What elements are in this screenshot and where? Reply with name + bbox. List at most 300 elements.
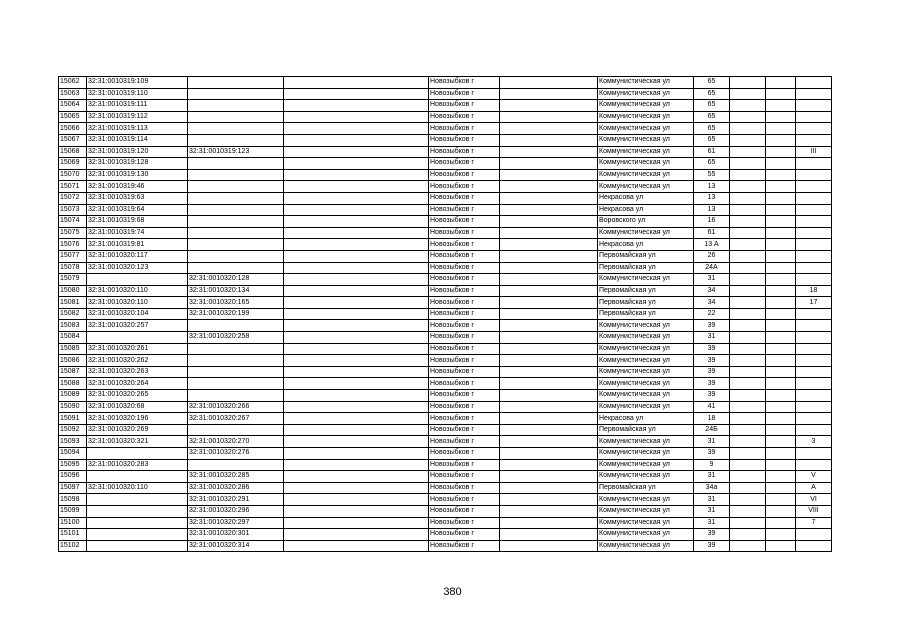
building-cell [730, 517, 766, 529]
building-cell [730, 378, 766, 390]
empty-column-cell [284, 111, 429, 123]
cadastral-number-cell: 32:31:0010320:104 [87, 308, 188, 320]
street-cell: Коммунистическая ул [598, 436, 694, 448]
empty-column-cell [284, 448, 429, 460]
table-row [59, 517, 832, 529]
empty-column-cell [284, 77, 429, 89]
table-row [59, 77, 832, 89]
structure-cell [766, 308, 796, 320]
house-number-cell: 34а [694, 482, 730, 494]
cadastral-number-cell: 32:31:0010320:262 [87, 355, 188, 367]
apartment-cell [796, 529, 832, 541]
cadastral-number-cell: 32:31:0010319:109 [87, 77, 188, 89]
table-row [59, 494, 832, 506]
district-cell [500, 540, 598, 552]
apartment-cell: 17 [796, 297, 832, 309]
house-number-cell: 34 [694, 285, 730, 297]
parent-cadastral-number-cell: 32:31:0010320:134 [188, 285, 284, 297]
street-cell: Коммунистическая ул [598, 100, 694, 112]
record-number-cell: 15064 [59, 100, 87, 112]
structure-cell [766, 332, 796, 344]
cadastral-number-cell: 32:31:0010319:111 [87, 100, 188, 112]
district-cell [500, 123, 598, 135]
parent-cadastral-number-cell [188, 459, 284, 471]
district-cell [500, 77, 598, 89]
structure-cell [766, 239, 796, 251]
building-cell [730, 146, 766, 158]
cadastral-number-cell: 32:31:0010320:123 [87, 262, 188, 274]
house-number-cell: 31 [694, 505, 730, 517]
parent-cadastral-number-cell [188, 378, 284, 390]
cadastral-number-cell: 32:31:0010320:110 [87, 297, 188, 309]
building-cell [730, 88, 766, 100]
table-body [59, 77, 832, 552]
record-number-cell: 15065 [59, 111, 87, 123]
parent-cadastral-number-cell [188, 100, 284, 112]
empty-column-cell [284, 471, 429, 483]
structure-cell [766, 448, 796, 460]
apartment-cell [796, 250, 832, 262]
table-row [59, 204, 832, 216]
empty-column-cell [284, 192, 429, 204]
house-number-cell: 31 [694, 274, 730, 286]
empty-column-cell [284, 343, 429, 355]
city-cell: Новозыбков г [429, 216, 500, 228]
parent-cadastral-number-cell: 32:31:0010320:276 [188, 448, 284, 460]
city-cell: Новозыбков г [429, 111, 500, 123]
empty-column-cell [284, 158, 429, 170]
record-number-cell: 15068 [59, 146, 87, 158]
street-cell: Воровского ул [598, 216, 694, 228]
record-number-cell: 15098 [59, 494, 87, 506]
building-cell [730, 297, 766, 309]
district-cell [500, 216, 598, 228]
empty-column-cell [284, 274, 429, 286]
record-number-cell: 15101 [59, 529, 87, 541]
table-row [59, 390, 832, 402]
parent-cadastral-number-cell: 32:31:0010320:285 [188, 471, 284, 483]
house-number-cell: 24Б [694, 424, 730, 436]
cadastral-number-cell [87, 471, 188, 483]
structure-cell [766, 529, 796, 541]
district-cell [500, 250, 598, 262]
structure-cell [766, 77, 796, 89]
record-number-cell: 15082 [59, 308, 87, 320]
record-number-cell: 15100 [59, 517, 87, 529]
city-cell: Новозыбков г [429, 459, 500, 471]
record-number-cell: 15080 [59, 285, 87, 297]
apartment-cell [796, 88, 832, 100]
structure-cell [766, 366, 796, 378]
apartment-cell [796, 181, 832, 193]
empty-column-cell [284, 216, 429, 228]
district-cell [500, 262, 598, 274]
structure-cell [766, 471, 796, 483]
cadastral-number-cell: 32:31:0010319:130 [87, 169, 188, 181]
building-cell [730, 355, 766, 367]
empty-column-cell [284, 297, 429, 309]
empty-column-cell [284, 332, 429, 344]
empty-column-cell [284, 285, 429, 297]
table-row [59, 378, 832, 390]
house-number-cell: 39 [694, 320, 730, 332]
apartment-cell [796, 459, 832, 471]
empty-column-cell [284, 529, 429, 541]
district-cell [500, 285, 598, 297]
district-cell [500, 239, 598, 251]
house-number-cell: 24А [694, 262, 730, 274]
city-cell: Новозыбков г [429, 355, 500, 367]
apartment-cell [796, 227, 832, 239]
empty-column-cell [284, 181, 429, 193]
district-cell [500, 471, 598, 483]
empty-column-cell [284, 146, 429, 158]
cadastral-number-cell: 32:31:0010319:68 [87, 216, 188, 228]
house-number-cell: 39 [694, 529, 730, 541]
street-cell: Некрасова ул [598, 413, 694, 425]
apartment-cell [796, 123, 832, 135]
cadastral-number-cell [87, 505, 188, 517]
apartment-cell [796, 216, 832, 228]
structure-cell [766, 482, 796, 494]
cadastral-number-cell: 32:31:0010319:113 [87, 123, 188, 135]
record-number-cell: 15099 [59, 505, 87, 517]
cadastral-number-cell: 32:31:0010319:120 [87, 146, 188, 158]
building-cell [730, 366, 766, 378]
apartment-cell [796, 204, 832, 216]
building-cell [730, 216, 766, 228]
parent-cadastral-number-cell: 32:31:0010320:165 [188, 297, 284, 309]
parent-cadastral-number-cell [188, 366, 284, 378]
apartment-cell [796, 239, 832, 251]
table-row [59, 355, 832, 367]
district-cell [500, 355, 598, 367]
record-number-cell: 15067 [59, 134, 87, 146]
empty-column-cell [284, 459, 429, 471]
structure-cell [766, 88, 796, 100]
house-number-cell: 39 [694, 378, 730, 390]
house-number-cell: 41 [694, 401, 730, 413]
city-cell: Новозыбков г [429, 204, 500, 216]
street-cell: Первомайская ул [598, 262, 694, 274]
apartment-cell [796, 413, 832, 425]
structure-cell [766, 436, 796, 448]
street-cell: Коммунистическая ул [598, 355, 694, 367]
city-cell: Новозыбков г [429, 540, 500, 552]
empty-column-cell [284, 390, 429, 402]
street-cell: Коммунистическая ул [598, 494, 694, 506]
record-number-cell: 15095 [59, 459, 87, 471]
house-number-cell: 26 [694, 250, 730, 262]
parent-cadastral-number-cell [188, 204, 284, 216]
city-cell: Новозыбков г [429, 239, 500, 251]
house-number-cell: 55 [694, 169, 730, 181]
parent-cadastral-number-cell [188, 390, 284, 402]
city-cell: Новозыбков г [429, 227, 500, 239]
city-cell: Новозыбков г [429, 494, 500, 506]
street-cell: Коммунистическая ул [598, 274, 694, 286]
district-cell [500, 413, 598, 425]
apartment-cell [796, 320, 832, 332]
apartment-cell [796, 540, 832, 552]
house-number-cell: 39 [694, 355, 730, 367]
cadastral-number-cell [87, 274, 188, 286]
district-cell [500, 111, 598, 123]
structure-cell [766, 517, 796, 529]
street-cell: Коммунистическая ул [598, 401, 694, 413]
district-cell [500, 308, 598, 320]
table-row [59, 366, 832, 378]
house-number-cell: 31 [694, 332, 730, 344]
cadastral-number-cell: 32:31:0010319:112 [87, 111, 188, 123]
table-row [59, 459, 832, 471]
house-number-cell: 13 [694, 181, 730, 193]
city-cell: Новозыбков г [429, 146, 500, 158]
apartment-cell [796, 366, 832, 378]
apartment-cell [796, 134, 832, 146]
street-cell: Коммунистическая ул [598, 390, 694, 402]
parent-cadastral-number-cell [188, 227, 284, 239]
structure-cell [766, 355, 796, 367]
building-cell [730, 204, 766, 216]
structure-cell [766, 146, 796, 158]
structure-cell [766, 204, 796, 216]
parent-cadastral-number-cell: 32:31:0010320:258 [188, 332, 284, 344]
structure-cell [766, 100, 796, 112]
record-number-cell: 15063 [59, 88, 87, 100]
table-row [59, 482, 832, 494]
table-row [59, 88, 832, 100]
record-number-cell: 15071 [59, 181, 87, 193]
parent-cadastral-number-cell [188, 88, 284, 100]
city-cell: Новозыбков г [429, 308, 500, 320]
table-row [59, 181, 832, 193]
structure-cell [766, 413, 796, 425]
record-number-cell: 15091 [59, 413, 87, 425]
cadastral-number-cell: 32:31:0010320:110 [87, 482, 188, 494]
city-cell: Новозыбков г [429, 100, 500, 112]
building-cell [730, 332, 766, 344]
apartment-cell [796, 343, 832, 355]
apartment-cell [796, 424, 832, 436]
parent-cadastral-number-cell [188, 355, 284, 367]
house-number-cell: 13 [694, 192, 730, 204]
house-number-cell: 39 [694, 448, 730, 460]
structure-cell [766, 390, 796, 402]
empty-column-cell [284, 239, 429, 251]
district-cell [500, 505, 598, 517]
city-cell: Новозыбков г [429, 424, 500, 436]
house-number-cell: 65 [694, 123, 730, 135]
cadastral-number-cell: 32:31:0010320:321 [87, 436, 188, 448]
parent-cadastral-number-cell [188, 111, 284, 123]
apartment-cell: А [796, 482, 832, 494]
house-number-cell: 31 [694, 494, 730, 506]
apartment-cell [796, 169, 832, 181]
district-cell [500, 297, 598, 309]
empty-column-cell [284, 204, 429, 216]
city-cell: Новозыбков г [429, 448, 500, 460]
parent-cadastral-number-cell: 32:31:0010320:291 [188, 494, 284, 506]
apartment-cell [796, 77, 832, 89]
district-cell [500, 366, 598, 378]
record-number-cell: 15088 [59, 378, 87, 390]
table-row [59, 448, 832, 460]
table-row [59, 285, 832, 297]
building-cell [730, 390, 766, 402]
record-number-cell: 15072 [59, 192, 87, 204]
apartment-cell [796, 100, 832, 112]
empty-column-cell [284, 250, 429, 262]
structure-cell [766, 505, 796, 517]
apartment-cell: III [796, 146, 832, 158]
record-number-cell: 15070 [59, 169, 87, 181]
structure-cell [766, 158, 796, 170]
house-number-cell: 9 [694, 459, 730, 471]
district-cell [500, 204, 598, 216]
district-cell [500, 448, 598, 460]
empty-column-cell [284, 517, 429, 529]
street-cell: Первомайская ул [598, 424, 694, 436]
building-cell [730, 285, 766, 297]
parent-cadastral-number-cell [188, 250, 284, 262]
house-number-cell: 31 [694, 517, 730, 529]
city-cell: Новозыбков г [429, 378, 500, 390]
empty-column-cell [284, 413, 429, 425]
table-row [59, 401, 832, 413]
district-cell [500, 436, 598, 448]
empty-column-cell [284, 540, 429, 552]
parent-cadastral-number-cell [188, 262, 284, 274]
cadastral-number-cell [87, 494, 188, 506]
district-cell [500, 529, 598, 541]
table-row [59, 471, 832, 483]
parent-cadastral-number-cell: 32:31:0010320:267 [188, 413, 284, 425]
cadastral-number-cell: 32:31:0010320:257 [87, 320, 188, 332]
city-cell: Новозыбков г [429, 332, 500, 344]
empty-column-cell [284, 308, 429, 320]
table-row [59, 436, 832, 448]
parent-cadastral-number-cell [188, 424, 284, 436]
city-cell: Новозыбков г [429, 181, 500, 193]
empty-column-cell [284, 505, 429, 517]
district-cell [500, 181, 598, 193]
street-cell: Коммунистическая ул [598, 123, 694, 135]
parent-cadastral-number-cell: 32:31:0010320:314 [188, 540, 284, 552]
building-cell [730, 343, 766, 355]
street-cell: Первомайская ул [598, 482, 694, 494]
cadastral-number-cell [87, 332, 188, 344]
street-cell: Первомайская ул [598, 285, 694, 297]
empty-column-cell [284, 169, 429, 181]
record-number-cell: 15076 [59, 239, 87, 251]
record-number-cell: 15094 [59, 448, 87, 460]
apartment-cell: 18 [796, 285, 832, 297]
record-number-cell: 15073 [59, 204, 87, 216]
district-cell [500, 88, 598, 100]
city-cell: Новозыбков г [429, 482, 500, 494]
empty-column-cell [284, 482, 429, 494]
street-cell: Некрасова ул [598, 192, 694, 204]
structure-cell [766, 227, 796, 239]
house-number-cell: 65 [694, 158, 730, 170]
city-cell: Новозыбков г [429, 134, 500, 146]
city-cell: Новозыбков г [429, 77, 500, 89]
building-cell [730, 192, 766, 204]
cadastral-number-cell [87, 517, 188, 529]
city-cell: Новозыбков г [429, 262, 500, 274]
building-cell [730, 320, 766, 332]
district-cell [500, 459, 598, 471]
building-cell [730, 482, 766, 494]
street-cell: Некрасова ул [598, 239, 694, 251]
structure-cell [766, 192, 796, 204]
parent-cadastral-number-cell [188, 320, 284, 332]
cadastral-number-cell: 32:31:0010320:261 [87, 343, 188, 355]
house-number-cell: 65 [694, 134, 730, 146]
table-row [59, 505, 832, 517]
building-cell [730, 262, 766, 274]
record-number-cell: 15066 [59, 123, 87, 135]
cadastral-number-cell: 32:31:0010319:110 [87, 88, 188, 100]
page-number: 380 [443, 586, 462, 598]
district-cell [500, 390, 598, 402]
empty-column-cell [284, 494, 429, 506]
table-row [59, 274, 832, 286]
apartment-cell [796, 401, 832, 413]
house-number-cell: 39 [694, 343, 730, 355]
apartment-cell [796, 332, 832, 344]
building-cell [730, 274, 766, 286]
structure-cell [766, 494, 796, 506]
structure-cell [766, 111, 796, 123]
apartment-cell: VI [796, 494, 832, 506]
city-cell: Новозыбков г [429, 285, 500, 297]
structure-cell [766, 343, 796, 355]
table-row [59, 250, 832, 262]
record-number-cell: 15074 [59, 216, 87, 228]
cadastral-number-cell: 32:31:0010320:265 [87, 390, 188, 402]
building-cell [730, 494, 766, 506]
city-cell: Новозыбков г [429, 413, 500, 425]
parent-cadastral-number-cell: 32:31:0010320:128 [188, 274, 284, 286]
building-cell [730, 158, 766, 170]
table-row [59, 297, 832, 309]
street-cell: Коммунистическая ул [598, 343, 694, 355]
city-cell: Новозыбков г [429, 343, 500, 355]
empty-column-cell [284, 134, 429, 146]
house-number-cell: 39 [694, 366, 730, 378]
building-cell [730, 134, 766, 146]
street-cell: Первомайская ул [598, 308, 694, 320]
apartment-cell: 3 [796, 436, 832, 448]
house-number-cell: 31 [694, 436, 730, 448]
structure-cell [766, 262, 796, 274]
record-number-cell: 15081 [59, 297, 87, 309]
table-row [59, 529, 832, 541]
cadastral-number-cell: 32:31:0010320:117 [87, 250, 188, 262]
structure-cell [766, 401, 796, 413]
street-cell: Коммунистическая ул [598, 459, 694, 471]
cadastral-number-cell: 32:31:0010319:74 [87, 227, 188, 239]
building-cell [730, 540, 766, 552]
parent-cadastral-number-cell: 32:31:0010320:301 [188, 529, 284, 541]
cadastral-number-cell: 32:31:0010320:264 [87, 378, 188, 390]
district-cell [500, 401, 598, 413]
street-cell: Первомайская ул [598, 250, 694, 262]
street-cell: Некрасова ул [598, 204, 694, 216]
cadastral-number-cell: 32:31:0010320:283 [87, 459, 188, 471]
